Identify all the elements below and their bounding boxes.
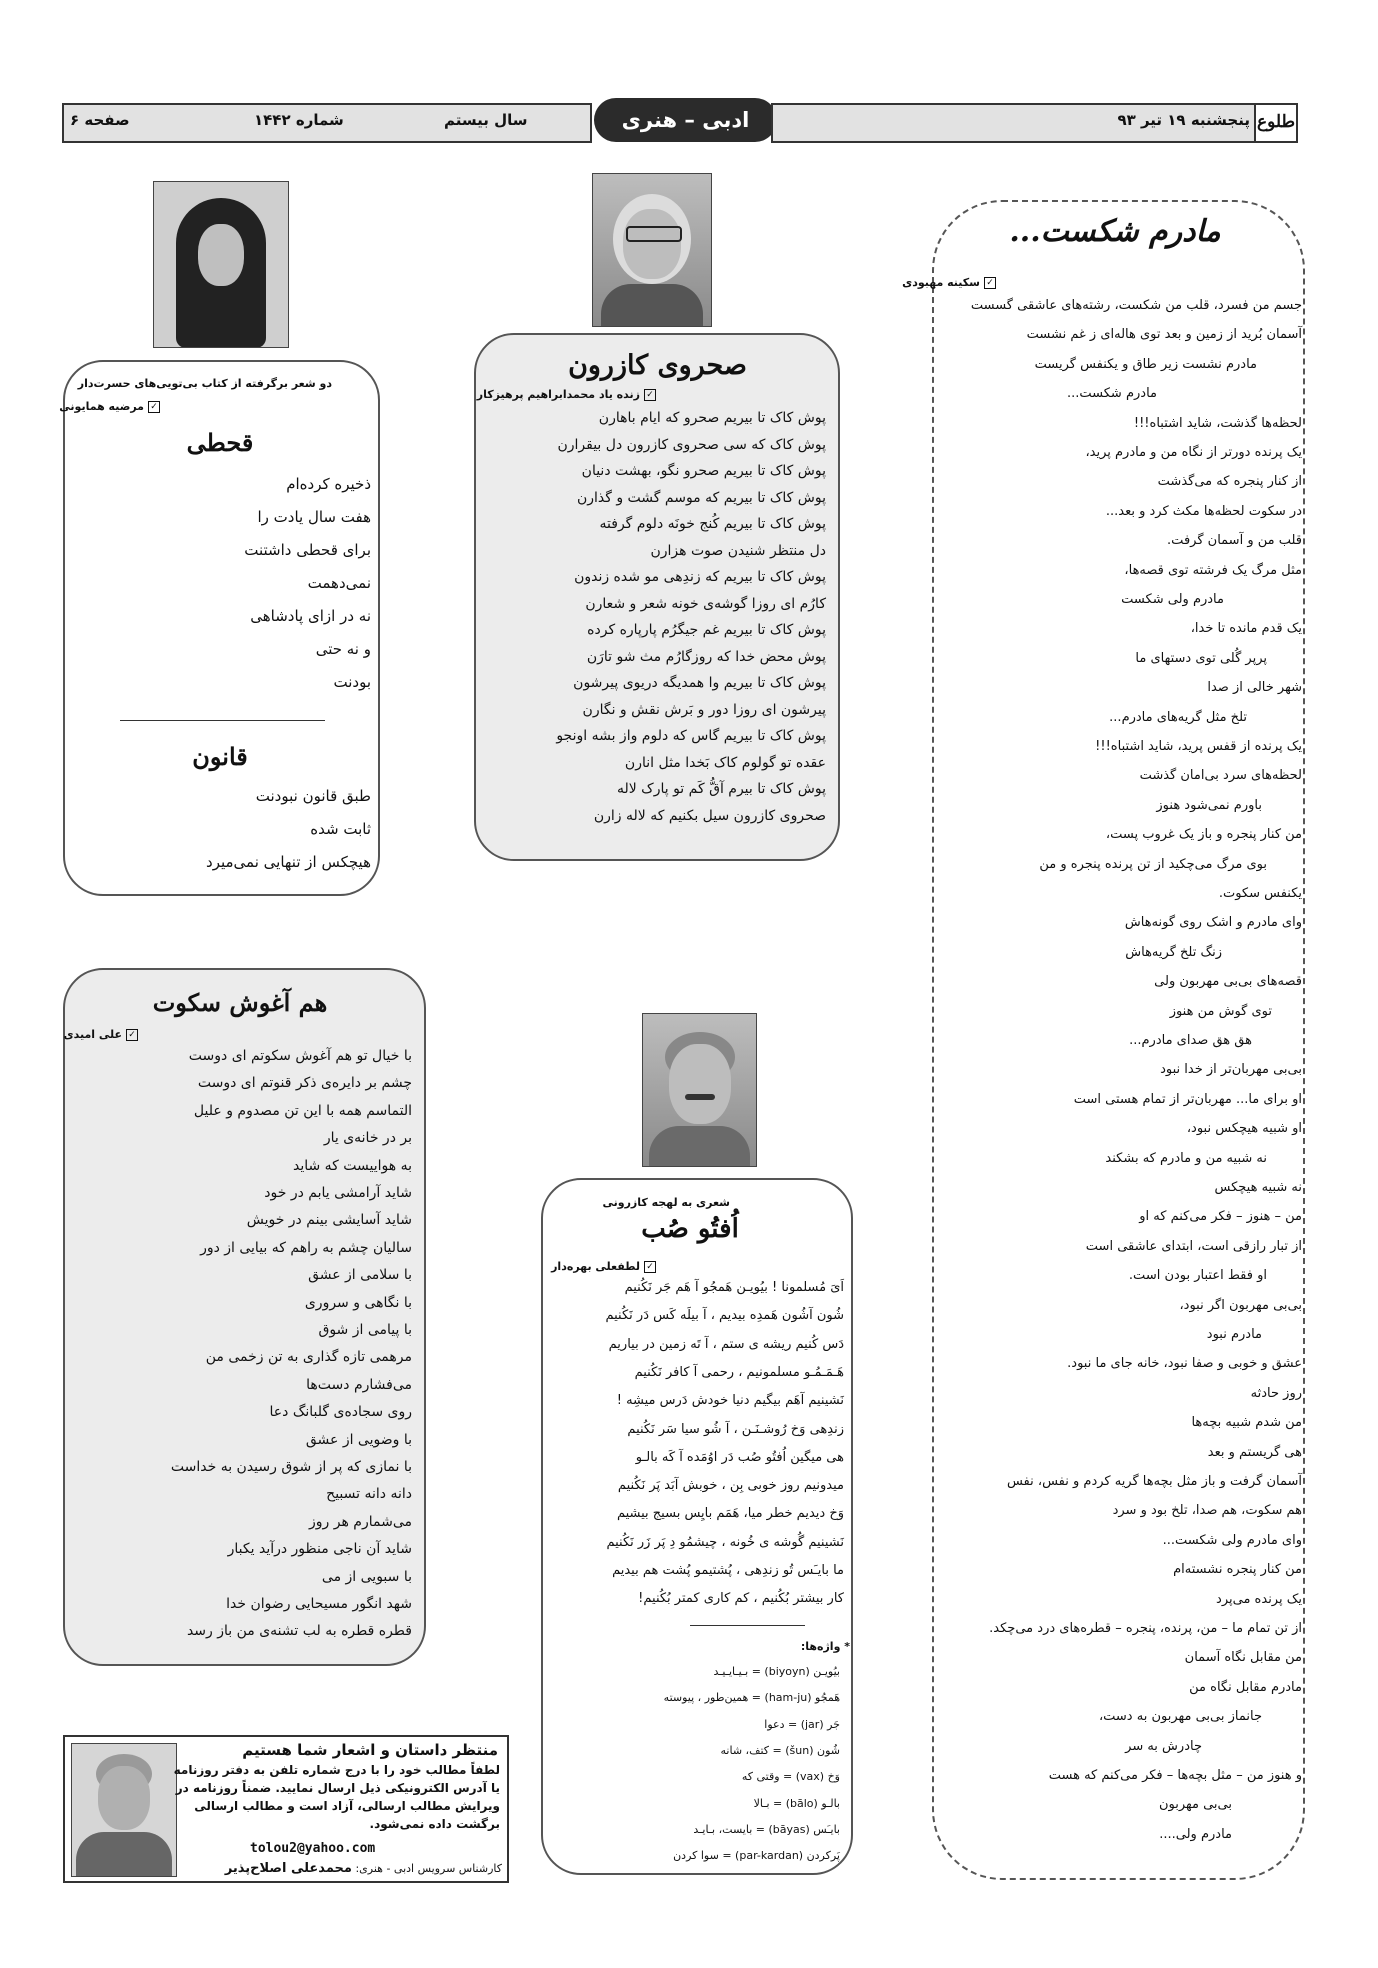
article-kazerun-line: پوش کاک تا بیرم آقُّ کَم تو پارک لاله [616, 781, 826, 797]
notice-title: منتظر داستان و اشعار شما هستیم [242, 1741, 498, 1759]
article-madaram-line: او فقط اعتبار بودن است. [1128, 1268, 1267, 1284]
article-aghoosh-line: می‌فشارم دست‌ها [306, 1376, 412, 1393]
article-kazerun-line: پیرشون ای روزا دور و بَرش نقش و نگارن [582, 701, 826, 718]
article-aftosob-line: هی میگین اُفتُو صُب دَر اوُمَده آ کَه بالـو [635, 1449, 844, 1465]
article-madaram-line: نه شبیه هیچکس [1214, 1180, 1302, 1195]
article-madaram-line: در سکوت لحظه‌ها مکث کرد و بعد... [1105, 503, 1302, 519]
article-madaram-line: مادرم ولی شکست [1121, 592, 1224, 607]
article-madaram-line: یک قدم مانده تا خدا، [1190, 621, 1302, 637]
article-madaram-line: زنگ تلخ گریه‌هاش [1125, 944, 1222, 960]
article-aghoosh-line: با وضویی از عشق [305, 1431, 412, 1448]
article-kazerun-line: پوش کاک تا بیریم صحرو نگو، بهشت دنیان [581, 463, 826, 479]
article-madaram-line: بی‌بی مهربون [1158, 1797, 1232, 1813]
article-aghoosh-line: التماسم همه با این تن مصدوم و علیل [193, 1102, 412, 1119]
notice-footer-name: محمدعلی اصلاح‌پذیر [224, 1861, 352, 1876]
glossary-title: * واژه‌ها: [800, 1640, 850, 1653]
article-madaram-line: تلخ مثل گریه‌های مادرم... [1109, 709, 1247, 725]
article-aftosob-line: دَس کُنیم ریشه ی ستم ، آ تَه زمین در بیاریم [608, 1336, 844, 1352]
year-label: سال بیستم [444, 111, 528, 129]
article-aftosob-line: نَشینیم گُوشه ی خُونه ، چیشمُو دِ پَر زَر نَکُنیم [606, 1534, 844, 1550]
article-aghoosh-line: دانه دانه تسبیح [326, 1486, 412, 1503]
article-madaram-line: قصه‌های بی‌بی مهربون ولی [1154, 974, 1302, 990]
article-madaram-line: از تن تمام ما – من، پرنده، پنجره – قطره‌های درد می‌چکد. [989, 1621, 1302, 1636]
notice-footer-label: کارشناس سرویس ادبی - هنری: [355, 1862, 502, 1875]
notice-line: ویرایش مطالب ارسالی، آزاد است و مطالب ارسالی [194, 1799, 500, 1813]
article-madaram-line: او برای ما... مهربان‌تر از تمام هستی است [1073, 1091, 1302, 1107]
article-aghoosh-line: با سبویی از می [321, 1568, 412, 1585]
article-kazerun-line: پوش کاک تا بیریم وا همدیگه دریوی پیرشون [573, 675, 826, 691]
header-left-bar [62, 103, 592, 143]
article-aftosob-line: ما بایـَس تُو زندِهی ، پُشتیمو پُشت هم بیدیم [612, 1563, 844, 1578]
article-kazerun-line: پوش کاک تا بیریم که موسم گشت و گذارن [576, 489, 826, 506]
glossary-item: بیُویـن (biyoyn) = بـیـایـیـد [713, 1665, 840, 1678]
article-aghoosh-line: روی سجاده‌ی گلبانگ دعا [269, 1404, 412, 1421]
article-kazerun-line: پوش محض خدا که روزگارُم مث شو تارَن [586, 648, 826, 665]
poem-qahti-line: هفت سال یادت را [257, 508, 371, 526]
article-aghoosh-line: با سلامی از عشق [308, 1267, 412, 1284]
article-madaram-line: پرپر گُلی توی دستهای ما [1135, 650, 1267, 666]
article-madaram-line: بوی مرگ می‌چکید از تن پرنده پنجره و من [1039, 856, 1267, 872]
article-aghoosh-line: می‌شمارم هر روز [309, 1513, 412, 1530]
article-madaram-line: قلب من و آسمان گرفت. [1167, 533, 1302, 549]
poem-qahti-line: نمی‌دهمت [307, 574, 371, 592]
article-kazerun-line: پوش کاک تا بیریم غم جیگرُم پارپاره کرده [587, 622, 826, 638]
article-kazerun-line: پوش کاک که سی صحروی کازرون دل بیقرارن [557, 436, 826, 453]
poem-qanun-line: ثابت شده [310, 820, 371, 838]
article-madaram-line: وای مادرم ولی شکست... [1162, 1532, 1302, 1548]
checkbox-icon: ✓ [126, 1029, 138, 1041]
article-madaram-line: هی گریستم و بعد [1207, 1444, 1302, 1460]
article-madaram-line: مادرم نبود [1206, 1327, 1262, 1342]
article-aftosob-author: ✓لطفعلی بهره‌دار [551, 1260, 656, 1273]
article-aghoosh-box [63, 968, 426, 1666]
article-madaram-line: باورم نمی‌شود هنوز [1156, 797, 1262, 813]
poem-qahti-line: نه در ازای پادشاهی [250, 607, 371, 625]
article-kazerun-line: صحروی کازرون سیل بکنیم که لاله زارن [593, 807, 826, 824]
glossary-item: هَمجُو (ham-ju) = همین‌طور ، پیوسته [663, 1691, 840, 1705]
glossary-item: بایـَس (bāyas) = بایست، بـایـد [693, 1822, 840, 1836]
article-kazerun-line: عقده تو گولوم کاک بَخدا مثل انارن [624, 754, 826, 771]
article-kazerun-line: دل منتظر شنیدن صوت هزارن [650, 542, 826, 559]
article-aghoosh-title: هم آغوش سکوت [152, 988, 328, 1017]
article-madaram-line: از کنار پنجره که می‌گذشت [1157, 474, 1302, 490]
section-label: ادبی – هنری [594, 98, 777, 142]
article-madaram-line: و هنوز من – مثل بچه‌ها – فکر می‌کنم که هست [1048, 1768, 1302, 1783]
article-madaram-line: جسم من فسرد، قلب من شکست، رشته‌های عاشقی گسست [970, 298, 1302, 313]
article-kazerun-title: صحروی کازرون [568, 350, 747, 381]
article-madaram-line: عشق و خوبی و صفا نبود، خانه جای ما نبود. [1067, 1356, 1302, 1372]
author-photo-homayouni [153, 181, 289, 348]
glossary-item: جَر (jar) = دعوا [764, 1717, 840, 1731]
article-kazerun-line: پوش کاک تا بیریم کُنج خونَه دلوم گرفته [599, 516, 826, 532]
article-aftosob-line: زندِهی وَخ رُوشـنَـن ، آ شُو سیا سَر نَکُنیم [627, 1421, 844, 1437]
article-madaram-line: توی گوش من هنوز [1169, 1003, 1272, 1019]
glossary-item: بالـو (bālo) = بـالا [753, 1796, 840, 1810]
notice-line: برگشت داده نمی‌شود. [369, 1817, 500, 1831]
article-aghoosh-line: سالیان چشم به راهم که بیایی از دور [200, 1239, 412, 1256]
poem-qahti-line: ذخیره کرده‌ام [286, 475, 371, 493]
article-aftosob-line: شُون آشُون هَمدِه بیدیم ، آ بیلَه کَس دَر نَکُنیم [605, 1308, 844, 1324]
article-madaram-line: مثل مرگ یک فرشته توی قصه‌ها، [1124, 562, 1302, 578]
article-aftosob-line: نَشینیم آهَم بیگیم دنیا خودش دَرس میشِه ! [616, 1393, 844, 1409]
page-number: صفحه ۶ [70, 111, 130, 129]
newspaper-logo: طلوع [1254, 105, 1296, 141]
glossary-divider [690, 1625, 805, 1626]
article-madaram-line: مادرم نشست زیر طاق و یکنفس گریست [1034, 356, 1257, 372]
article-madaram-line: بی‌بی مهربون اگر نبود، [1179, 1297, 1302, 1313]
article-kazerun-author: ✓زنده یاد محمدابراهیم پرهیزکار [477, 388, 656, 401]
article-kazerun-line: پوش کاک تا بیریم صحرو که ایام باهارن [598, 410, 826, 426]
checkbox-icon: ✓ [644, 389, 656, 401]
article-madaram-line: من کنار پنجره و باز یک غروب پست، [1105, 827, 1302, 843]
article-madaram-line: بی‌بی مهربان‌تر از خدا نبود [1160, 1062, 1302, 1078]
article-madaram-line: یکنفس سکوت. [1218, 886, 1302, 901]
article-kazerun-line: پوش کاک تا بیریم که زندِهی مو شده زندون [574, 569, 826, 585]
article-aghoosh-line: شاید آسایشی بینم در خویش [246, 1212, 412, 1229]
author-photo-parhizkar [592, 173, 712, 327]
article-qahti-intro: دو شعر برگرفته از کتاب بی‌تویی‌های حسرت‌دار [77, 377, 332, 390]
article-aftosob-line: میدونیم روز خوبی بِن ، خوبش آبَد پَر نَکُنیم [617, 1478, 844, 1494]
notice-email: tolou2@yahoo.com [250, 1841, 376, 1856]
article-madaram-line: روز حادثه [1250, 1385, 1302, 1401]
article-madaram-line: لحظه‌ها گذشت، شاید اشتباه!!! [1133, 415, 1302, 431]
glossary-item: پَرکردن (par-kardan) = سوا کردن [673, 1849, 840, 1863]
article-aghoosh-author: ✓علی امیدی [64, 1028, 138, 1041]
article-madaram-line: از تبار رازقی است، ابتدای عاشقی است [1085, 1238, 1302, 1254]
poem-qahti-title: قحطی [186, 428, 254, 457]
notice-footer [225, 1861, 502, 1876]
article-madaram-line: من – هنوز – فکر می‌کنم که او [1139, 1209, 1302, 1225]
article-aghoosh-line: شهد انگور مسیحایی رضوان خدا [226, 1596, 412, 1612]
article-madaram-line: یک پرنده می‌پرد [1216, 1591, 1302, 1607]
article-madaram-line: چادرش به سر [1125, 1738, 1202, 1754]
article-aghoosh-line: چشم بر دایره‌ی ذکر قنوتم ای دوست [197, 1075, 412, 1092]
article-madaram-line: مادرم ولی.... [1159, 1826, 1232, 1842]
article-aftosob-title: اُفتُو صُب [641, 1214, 739, 1244]
poem-qahti-line: و نه حتی [315, 640, 371, 658]
article-aghoosh-line: مرهمی تازه گذاری به تن زخمی من [205, 1349, 412, 1366]
glossary-item: وَخ (vax) = وقتی که [741, 1770, 840, 1784]
article-madaram-line: هق هق صدای مادرم... [1129, 1033, 1252, 1048]
article-madaram-line: هم سکوت، هم صدا، تلخ بود و سرد [1112, 1503, 1302, 1519]
article-madaram-line: یک پرنده دورتر از نگاه من و مادرم پرید، [1085, 445, 1302, 460]
editor-photo [71, 1743, 177, 1877]
article-aghoosh-line: با خیال تو هم آغوش سکوتم ای دوست [188, 1048, 412, 1064]
article-aftosob-line: هَـمَـمُـو مسلمونیم ، رحمی آ کافر نَکُنیم [634, 1364, 844, 1380]
article-aghoosh-line: به هواییست که شاید [292, 1157, 412, 1174]
article-aftosob-line: کار بیشتر بُکُنیم ، کم کاری کمتر بُکُنیم! [638, 1591, 844, 1607]
article-madaram-line: او شبیه هیچکس نبود، [1186, 1121, 1302, 1137]
article-qahti-author: ✓مرضیه همایونی [59, 400, 160, 413]
article-aghoosh-line: شاید آن ناجی منظور درآید یکبار [227, 1541, 412, 1558]
poem-qanun-line: طبق قانون نبودنت [255, 787, 371, 805]
article-aftosob-intro: شعری به لهجه کازرونی [602, 1196, 730, 1209]
article-aghoosh-line: بر در خانه‌ی یار [323, 1130, 412, 1147]
poem-qanun-title: قانون [192, 742, 248, 771]
article-madaram-line: شهر خالی از صدا [1207, 680, 1302, 696]
notice-line: لطفاً مطالب خود را با درج شماره تلفن به دفتر روزنامه [173, 1763, 500, 1777]
article-aghoosh-line: شاید آرامشی یابم در خود [264, 1185, 412, 1201]
article-aghoosh-line: قطره قطره به لب تشنه‌ی من باز رسد [186, 1623, 412, 1640]
article-madaram-line: مادرم شکست... [1066, 386, 1157, 402]
issue-date: پنجشنبه ۱۹ تیر ۹۳ [1117, 111, 1250, 129]
poem-qahti-line: بودنت [333, 673, 371, 691]
author-photo-bahredar [642, 1013, 757, 1167]
checkbox-icon: ✓ [984, 277, 996, 289]
article-madaram-line: من شدم شبیه بچه‌ها [1191, 1415, 1302, 1431]
article-madaram-line: آسمان گرفت و باز مثل بچه‌ها گریه کردم و نفس، نفس [1006, 1474, 1302, 1489]
poem-qahti-line: برای قحطی داشتنت [244, 541, 371, 559]
article-madaram-author: ✓سکینه مهبودی [902, 276, 996, 289]
article-madaram-line: من کنار پنجره نشسته‌ام [1173, 1562, 1302, 1578]
article-madaram-line: جانماز بی‌بی مهربون به دست، [1098, 1709, 1262, 1725]
glossary-item: شُون (šun) = کتف، شانه [720, 1743, 840, 1757]
article-madaram-line: لحظه‌های سرد بی‌امان گذشت [1139, 768, 1302, 784]
article-kazerun-line: پوش کاک تا بیریم گاس که دلوم واز بشه اونجو [556, 728, 826, 744]
article-madaram-line: یک پرنده از قفس پرید، شاید اشتباه!!! [1095, 739, 1302, 754]
poem-qanun-line: هیچکس از تنهایی نمی‌میرد [206, 853, 371, 871]
article-madaram-line: مادرم مقابل نگاه من [1189, 1679, 1302, 1695]
checkbox-icon: ✓ [644, 1261, 656, 1273]
article-aftosob-line: اَیَ مُسلمونا ! بیُویـن هَمجُو آ هَم جَر نَکُنیم [624, 1280, 844, 1295]
article-aghoosh-line: با پیامی از شوق [318, 1322, 412, 1338]
article-madaram-line: من مقابل نگاه آسمان [1184, 1650, 1302, 1666]
issue-number: شماره ۱۴۴۲ [254, 111, 344, 129]
checkbox-icon: ✓ [148, 401, 160, 413]
notice-line: یا آدرس الکترونیکی ذیل ارسال نمایید. ضمناً روزنامه در [175, 1781, 500, 1795]
poem-divider [120, 720, 325, 721]
article-madaram-line: نه شبیه من و مادرم که بشکند [1105, 1150, 1267, 1166]
header-right-bar [771, 103, 1298, 143]
article-madaram-line: وای مادرم و اشک روی گونه‌هاش [1124, 915, 1302, 931]
article-aftosob-line: وَخ دیدیم خطر میا، هَمَم بایِس بسیج بیشیم [616, 1506, 844, 1522]
article-kazerun-line: کارُم ای روزا گوشه‌ی خونه شعر و شعارن [585, 595, 826, 612]
article-madaram-line: آسمان بُرید از زمین و بعد توی هاله‌ای ز غم نشست [1026, 327, 1302, 343]
article-aghoosh-line: با نگاهی و سروری [304, 1294, 412, 1311]
article-aghoosh-line: با نمازی که پر از شوق رسیدن به خداست [170, 1459, 412, 1475]
article-madaram-title: مادرم شکست... [1009, 214, 1221, 249]
